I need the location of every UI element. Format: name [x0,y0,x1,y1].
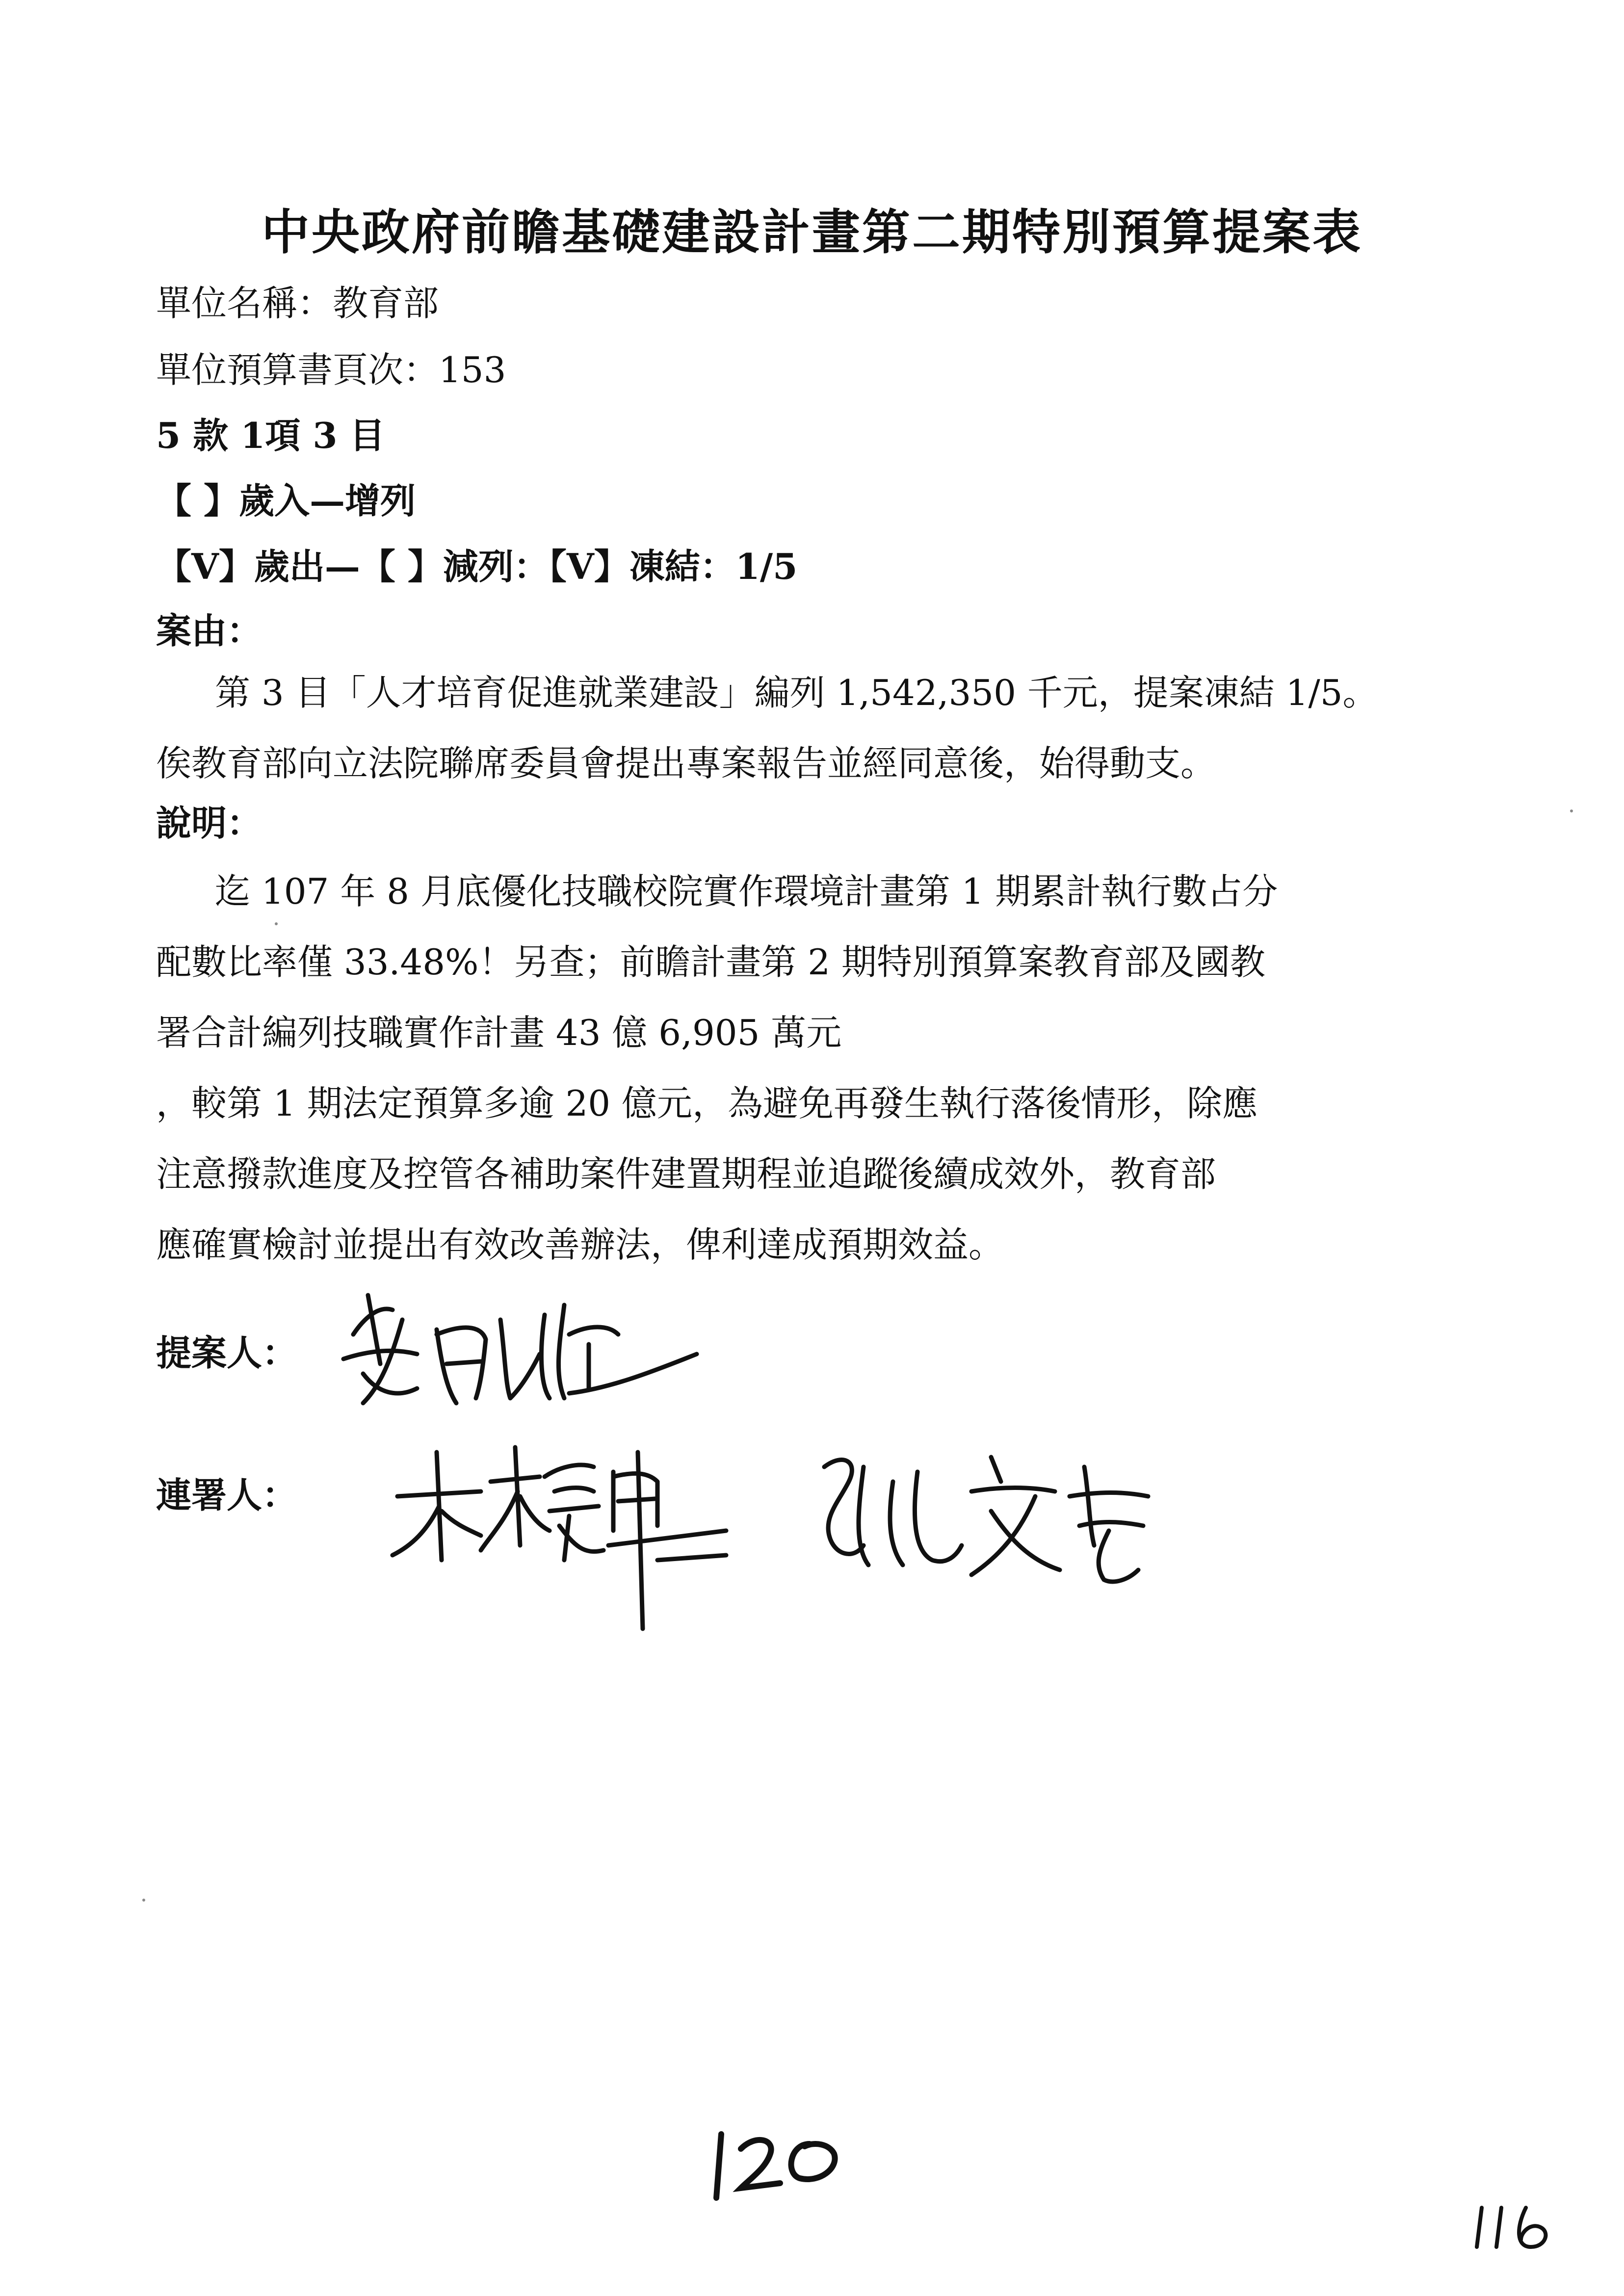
page-title: 中央政府前瞻基礎建設計畫第二期特別預算提案表 [261,204,1362,261]
proposer-label: 提案人： [156,1332,298,1374]
reason-text [156,657,1378,799]
expenditure-line: 【V】歲出—【 】減列：【V】凍結：1/5 [156,546,798,587]
scan-speck [142,1899,145,1902]
cosigner-label: 連署人： [156,1474,298,1516]
explanation-line: 迄 107 年 8 月底優化技職校院實作環境計畫第 1 期累計執行數占分 [215,871,1278,912]
explanation-line: 署合計編列技職實作計畫 43 億 6,905 萬元 [156,1012,842,1053]
explanation-heading: 說明： [156,802,262,844]
explanation-line: ，較第 1 期法定預算多逾 20 億元，為避免再發生執行落後情形，除應 [156,1083,1257,1124]
handwritten-corner-number [1472,2193,1580,2257]
reason-line: 第 3 目「人才培育促進就業建設」編列 1,542,350 千元，提案凍結 1/5。 [215,672,1378,713]
reason-heading: 案由： [156,610,262,652]
explanation-line: 應確實檢討並提出有效改善辦法，俾利達成預期效益。 [156,1224,1004,1265]
cosigner-signature-1 [383,1433,756,1639]
explanation-text [156,856,1278,1280]
explanation-line: 配數比率僅 33.48%！另查；前瞻計畫第 2 期特別預算案教育部及國教 [156,941,1266,983]
revenue-line: 【 】歲入—增列 [156,480,416,522]
budget-page: 單位預算書頁次：153 [156,349,506,391]
handwritten-page-number [702,2105,859,2203]
reason-line: 俟教育部向立法院聯席委員會提出專案報告並經同意後，始得動支。 [156,743,1216,784]
unit-name: 單位名稱：教育部 [156,283,439,324]
explanation-line: 注意撥款進度及控管各補助案件建置期程並追蹤後續成效外，教育部 [156,1153,1216,1195]
cosigner-signature-2 [805,1437,1158,1594]
scan-speck [275,922,278,925]
scan-speck [1570,809,1573,812]
budget-item: 5 款 1項 3 目 [156,415,385,456]
proposer-signature [334,1276,707,1423]
